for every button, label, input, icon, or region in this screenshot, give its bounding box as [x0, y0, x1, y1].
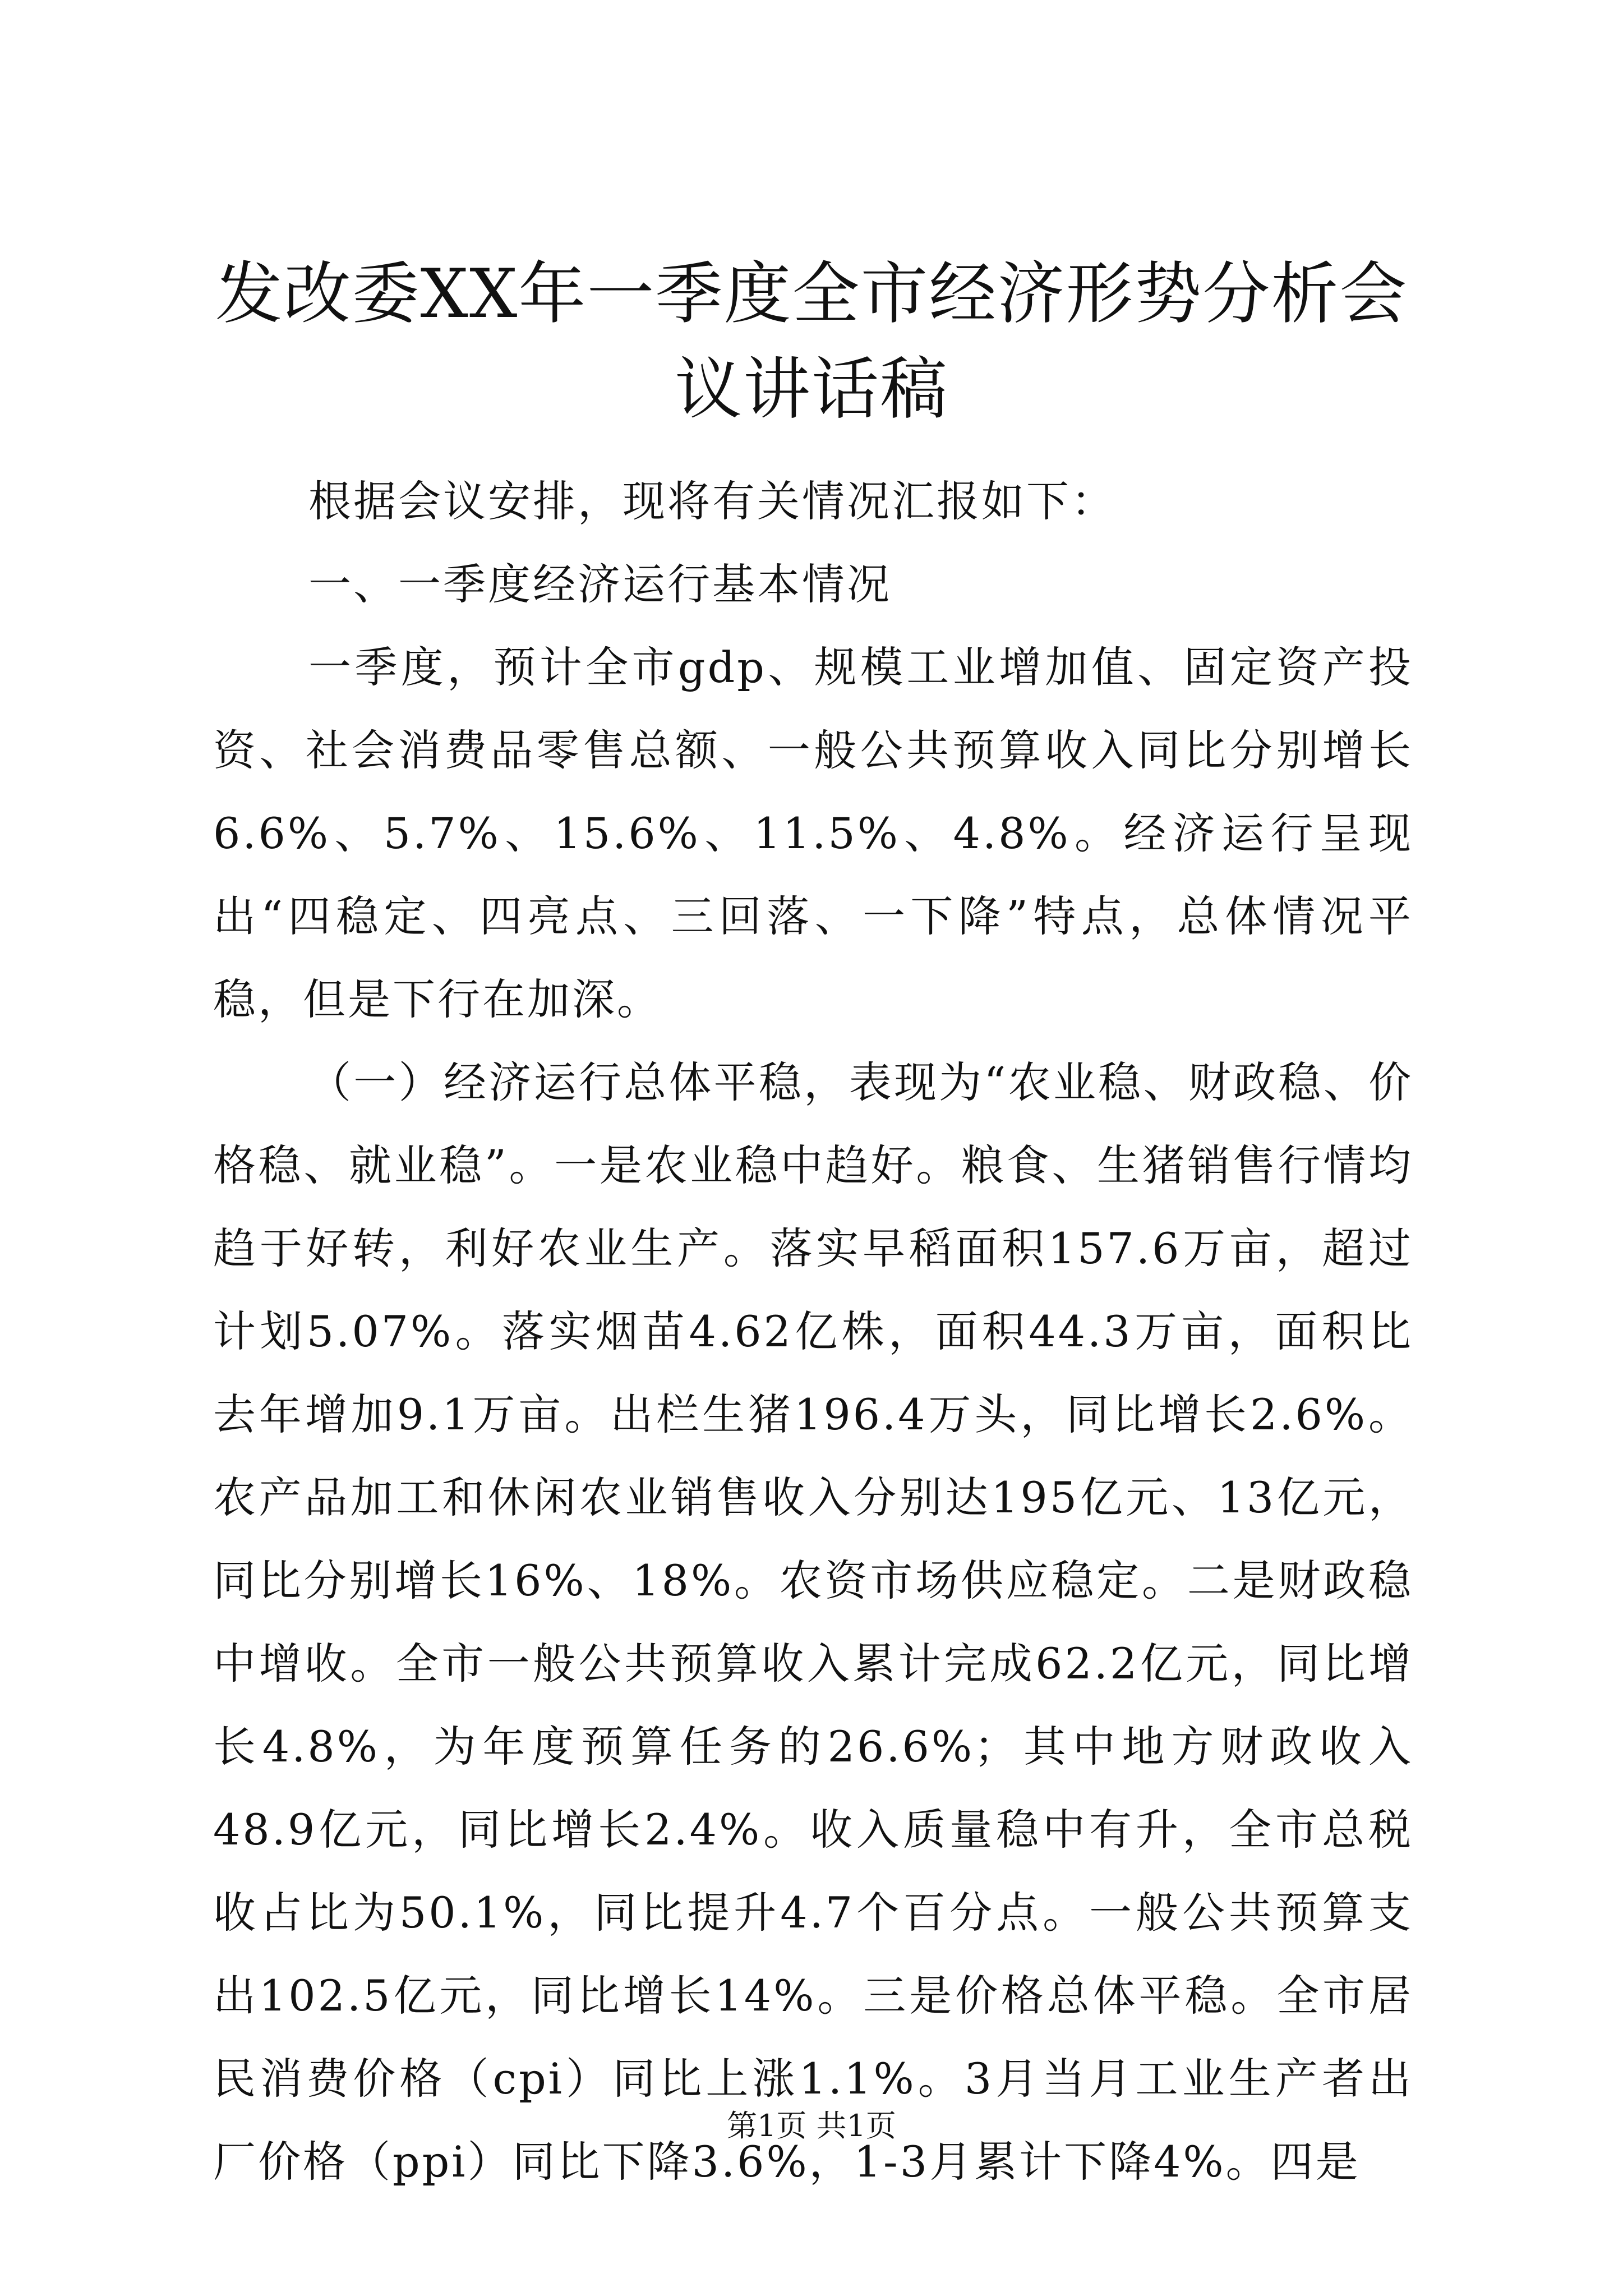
paragraph-intro: 根据会议安排，现将有关情况汇报如下： [308, 476, 1116, 526]
page-footer: 第1页 共1页 [727, 2108, 896, 2143]
document-title: 发改委XX年一季度全市经济形势分析会议讲话稿 [215, 255, 1408, 429]
paragraph-stability: （一）经济运行总体平稳，表现为“农业稳、财政稳、价格稳、就业稳”。一是农业稳中趋好。粮食、生猪销售行情均趋于好转，利好农业生产。落实早稻面积157.6万亩，超过计划5.07%。落实烟苗4.62亿株，面积44.3万亩，面积比去年增加9.1万亩。出栏生猪196.4万头，同比增长2.6%。农产品加工和休闲农业销售收入分别达195亿元、13亿元，同比分别增长16%、18%。农资市场供应稳定。二是财政稳中增收。全市一般公共预算收入累计完成62.2亿元，同比增长4.8%，为年度预算任务的26.6%；其中地方财政收入48.9亿元，同比增长2.4%。收入质量稳中有升，全市总税收占比为50.1%，同比提升4.7个百分点。一般公共预算支出102.5亿元，同比增长14%。三是价格总体平稳。全市居民消费价格（cpi）同比上涨1.1%。3月当月工业生产者出厂价格（ppi）同比下降3.6%，1-3月累计下降4%。四是 [213, 1057, 1413, 2187]
section-heading: 一、一季度经济运行基本情况 [308, 559, 892, 609]
paragraph-overview: 一季度，预计全市gdp、规模工业增加值、固定资产投资、社会消费品零售总额、一般公共预算收入同比分别增长6.6%、5.7%、15.6%、11.5%、4.8%。经济运行呈现出“四稳定、四亮点、三回落、一下降”特点，总体情况平稳，但是下行在加深。 [213, 642, 1413, 1024]
document-body [213, 460, 1413, 2203]
